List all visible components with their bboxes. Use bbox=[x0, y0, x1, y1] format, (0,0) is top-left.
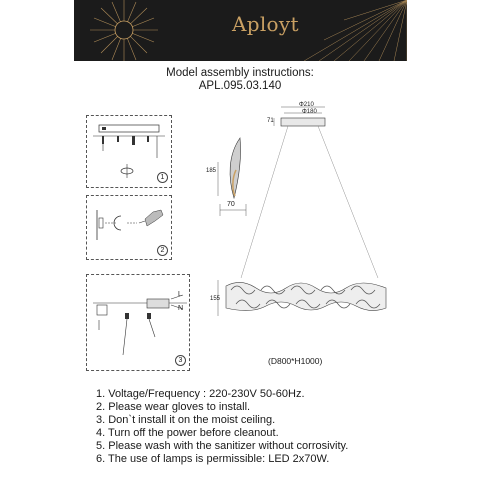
note-item: 6. The use of lamps is permissible: LED 2x70W. bbox=[96, 453, 330, 465]
live-wire-label: L bbox=[178, 291, 182, 298]
brand-logo: Aployt bbox=[232, 12, 299, 36]
dim-top-inner: Φ180 bbox=[302, 109, 317, 115]
step-2-badge: 2 bbox=[157, 245, 168, 256]
notes-list bbox=[96, 388, 348, 466]
wiring-diagram bbox=[87, 275, 189, 370]
chandelier-drawing bbox=[196, 100, 406, 325]
dim-top-outer: Φ210 bbox=[299, 102, 314, 108]
model-number: APL.095.03.140 bbox=[198, 80, 282, 92]
dim-leaf-height: 185 bbox=[206, 168, 217, 174]
overall-dimensions: (D800*H1000) bbox=[268, 356, 323, 366]
note-item: 3. Don`t install it on the moist ceiling. bbox=[96, 414, 276, 426]
step-1-panel bbox=[86, 115, 172, 188]
note-item: 2. Please wear gloves to install. bbox=[96, 401, 251, 413]
note-item: 5. Please wash with the sanitizer without corrosivity. bbox=[96, 440, 349, 452]
step-1-badge: 1 bbox=[157, 172, 168, 183]
step-2-panel bbox=[86, 195, 172, 260]
note-item: 4. Turn off the power before cleanout. bbox=[96, 427, 279, 439]
neutral-wire-label: N bbox=[178, 305, 184, 312]
brand-banner bbox=[74, 0, 407, 61]
dim-canopy-height: 71 bbox=[267, 118, 274, 124]
note-item: 1. Voltage/Frequency : 220-230V 50-60Hz. bbox=[96, 388, 305, 400]
page-title: Model assembly instructions: bbox=[166, 67, 314, 79]
dim-ring-height: 155 bbox=[210, 296, 221, 302]
step-3-panel bbox=[86, 274, 190, 371]
dim-leaf-width: 70 bbox=[227, 201, 235, 208]
step-3-badge: 3 bbox=[175, 355, 186, 366]
